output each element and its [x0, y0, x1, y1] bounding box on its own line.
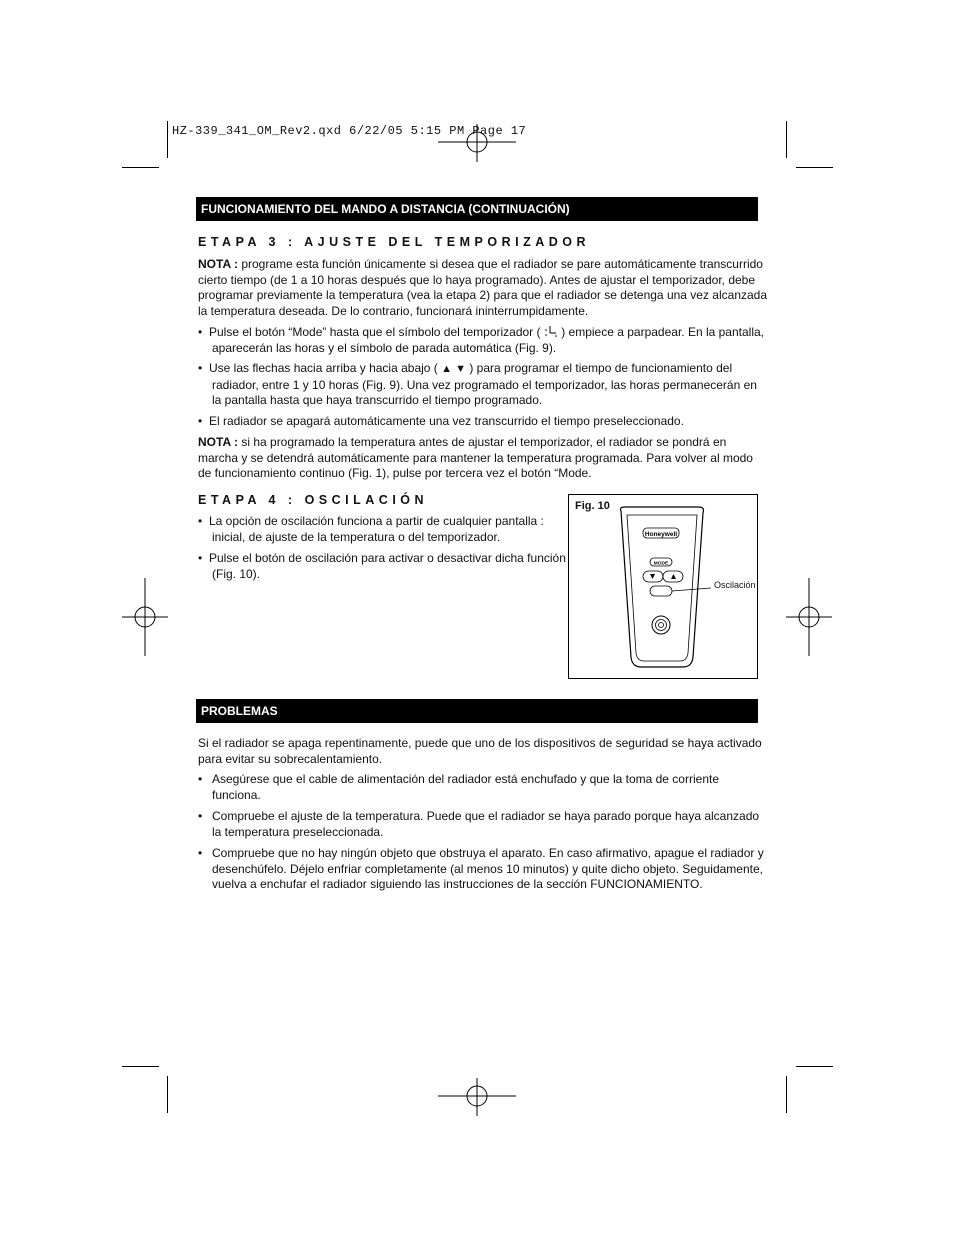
problem-item-obstruction: • Compruebe que no hay ningún objeto que obstruya el aparato. En caso afirmativo, apague el radiador y desenchúfelo. Déjelo enfriar completamente (al menos 10 minutos) y quite dicho objeto. Seguidamente, vuelva a enchufar el radiador siguiendo las instrucciones de la sección FUNCIONAMIENTO. — [198, 846, 764, 891]
bullet-auto-off: • El radiador se apagará automáticamente una vez transcurrido el tiempo preseleccionado. — [198, 414, 684, 428]
section-header-remote: FUNCIONAMIENTO DEL MANDO A DISTANCIA (CONTINUACIÓN) — [196, 197, 758, 221]
problems-intro: Si el radiador se apaga repentinamente, puede que uno de los dispositivos de seguridad se haya activado para evitar su sobrecalentamiento. — [198, 736, 762, 766]
callout-oscillation: Oscilación — [714, 580, 756, 590]
nota1: NOTA : programe esta función únicamente si desea que el radiador se pare automáticamente transcurrido cierto tiempo (de 1 a 10 horas después que lo haya programado). Antes de ajustar el temporizador, debe programar previamente la temperatura (vea la etapa 2) para que el radiador se detenga una vez alcanzada la temperatura deseada. De lo contrario, funcionará ininterrumpidamente. — [198, 257, 768, 318]
problem-item-cable: • Asegúrese que el cable de alimentación del radiador está enchufado y que la toma de corriente funciona. — [198, 772, 719, 802]
bullet-arrows: • Use las flechas hacia arriba y hacia abajo ( ▲ ▼ ) para programar el tiempo de funcionamiento del radiador, entre 1 y 10 horas (Fig. 9). Una vez programado el temporizador, las horas permanecerán en la pantalla hasta que haya transcurrido el tiempo programado. — [198, 361, 757, 407]
etapa3-title: ETAPA 3 : AJUSTE DEL TEMPORIZADOR — [198, 235, 591, 249]
figure-label: Fig. 10 — [575, 500, 610, 512]
nota2: NOTA : si ha programado la temperatura antes de ajustar el temporizador, el radiador se pondrá en marcha y se detendrá automáticamente para mantener la temperatura programada. Para volver al modo de funcionamiento continuo (Fig. 1), pulse por tercera vez el botón “Mode. — [198, 435, 753, 480]
brand-logo-text: Honeywell — [644, 531, 678, 538]
timer-icon — [544, 325, 558, 337]
bullet-oscillation-button: • Pulse el botón de oscilación para activar o desactivar dicha función (Fig. 10). — [198, 551, 566, 581]
registration-mark-left — [122, 578, 168, 656]
section-header-problems: PROBLEMAS — [196, 699, 758, 723]
arrow-up-down-icon: ▲ ▼ — [441, 363, 466, 375]
registration-mark-top — [438, 124, 516, 162]
print-slug: HZ-339_341_OM_Rev2.qxd 6/22/05 5:15 PM Page 17 — [172, 124, 527, 138]
problem-item-temperature: • Compruebe el ajuste de la temperatura. Puede que el radiador se haya parado porque haya alcanzado la temperatura preseleccionada. — [198, 809, 760, 839]
mode-button-text: MODE — [653, 561, 669, 567]
nota2-label: NOTA : — [198, 435, 238, 449]
nota1-label: NOTA : — [198, 257, 238, 271]
figure-10 — [568, 494, 758, 679]
registration-mark-bottom — [438, 1078, 516, 1116]
registration-mark-right — [786, 578, 832, 656]
etapa4-title: ETAPA 4 : OSCILACIÓN — [198, 493, 429, 507]
bullet-oscillation-option: • La opción de oscilación funciona a partir de cualquier pantalla : inicial, de ajuste de la temperatura o del temporizador. — [198, 514, 544, 544]
bullet-timer-mode: • Pulse el botón “Mode” hasta que el símbolo del temporizador ( ) empiece a parpadear. En la pantalla, aparecerán las horas y el símbolo de parada automática (Fig. 9). — [198, 325, 765, 355]
